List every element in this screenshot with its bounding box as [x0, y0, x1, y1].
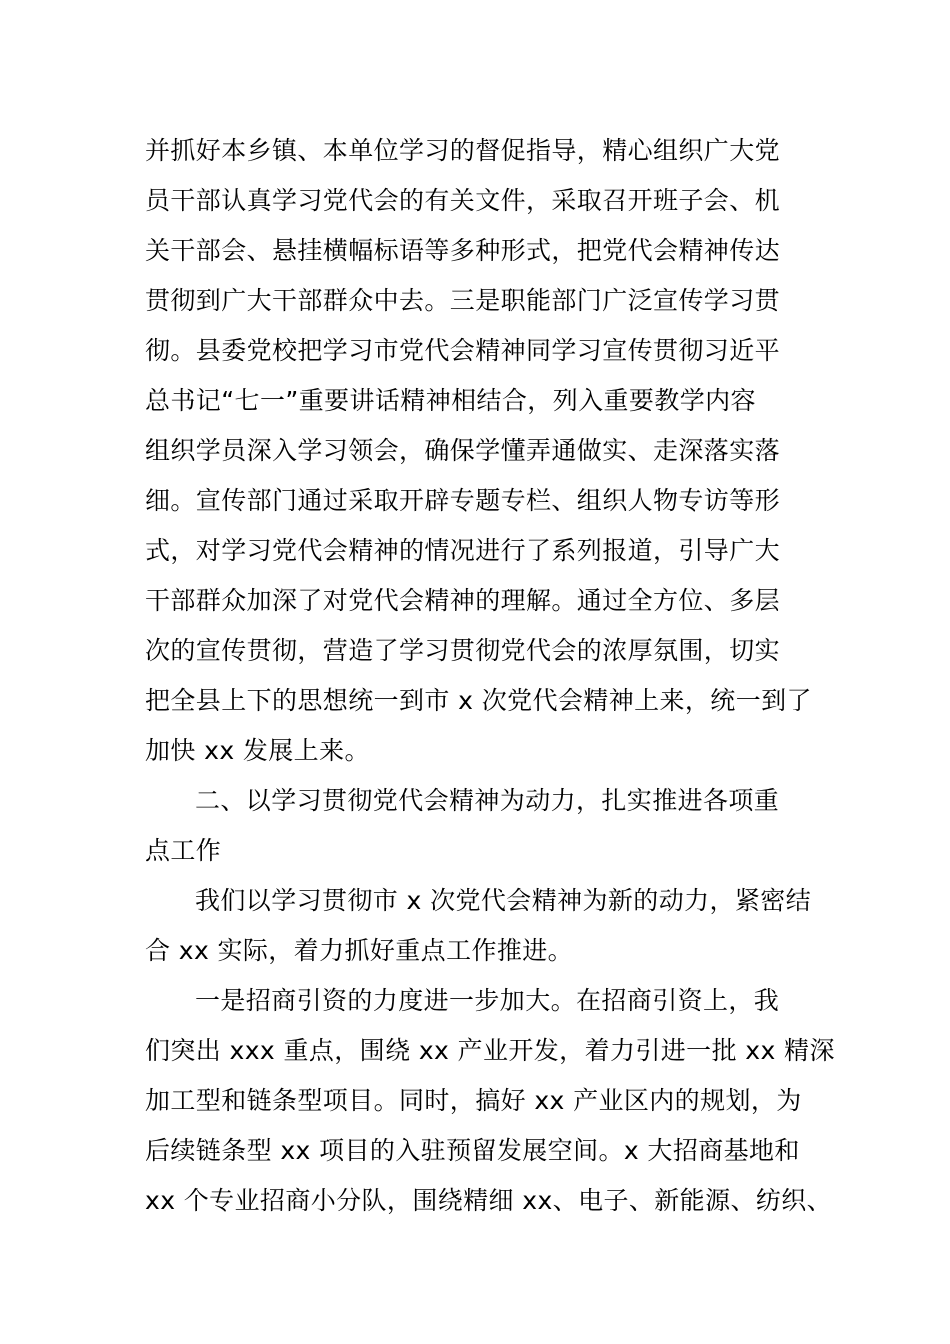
text-line: 干部群众加深了对党代会精神的理解。通过全方位、多层 [145, 586, 781, 615]
section-heading-line: 二、以学习贯彻党代会精神为动力，扎实推进各项重 [195, 786, 780, 815]
document-body [145, 126, 865, 1226]
text-line: 次的宣传贯彻，营造了学习贯彻党代会的浓厚氛围，切实 [145, 636, 781, 665]
text-line: 总书记“七一”重要讲话精神相结合，列入重要教学内容 [145, 386, 756, 415]
text-line: 合 xx 实际，着力抓好重点工作推进。 [145, 936, 574, 965]
text-line: 一是招商引资的力度进一步加大。在招商引资上，我 [195, 986, 780, 1015]
text-line: 们突出 xxx 重点，围绕 xx 产业开发，着力引进一批 xx 精深 [145, 1036, 835, 1065]
text-line: 彻。县委党校把学习市党代会精神同学习宣传贯彻习近平 [145, 336, 781, 365]
text-line: 加工型和链条型项目。同时，搞好 xx 产业区内的规划，为 [145, 1086, 802, 1115]
text-line: 员干部认真学习党代会的有关文件，采取召开班子会、机 [145, 186, 781, 215]
text-line: xx 个专业招商小分队，围绕精细 xx、电子、新能源、纺织、 [145, 1186, 833, 1215]
text-line: 把全县上下的思想统一到市 x 次党代会精神上来，统一到了 [145, 686, 812, 715]
text-line: 式，对学习党代会精神的情况进行了系列报道，引导广大 [145, 536, 781, 565]
text-line: 并抓好本乡镇、本单位学习的督促指导，精心组织广大党 [145, 136, 781, 165]
text-line: 细。宣传部门通过采取开辟专题专栏、组织人物专访等形 [145, 486, 781, 515]
text-line: 组织学员深入学习领会，确保学懂弄通做实、走深落实落 [145, 436, 781, 465]
text-line: 加快 xx 发展上来。 [145, 736, 370, 765]
text-line: 后续链条型 xx 项目的入驻预留发展空间。x 大招商基地和 [145, 1136, 800, 1165]
section-heading-line: 点工作 [145, 836, 222, 865]
text-line: 我们以学习贯彻市 x 次党代会精神为新的动力，紧密结 [195, 886, 812, 915]
text-line: 贯彻到广大干部群众中去。三是职能部门广泛宣传学习贯 [145, 286, 781, 315]
text-line: 关干部会、悬挂横幅标语等多种形式，把党代会精神传达 [145, 236, 781, 265]
